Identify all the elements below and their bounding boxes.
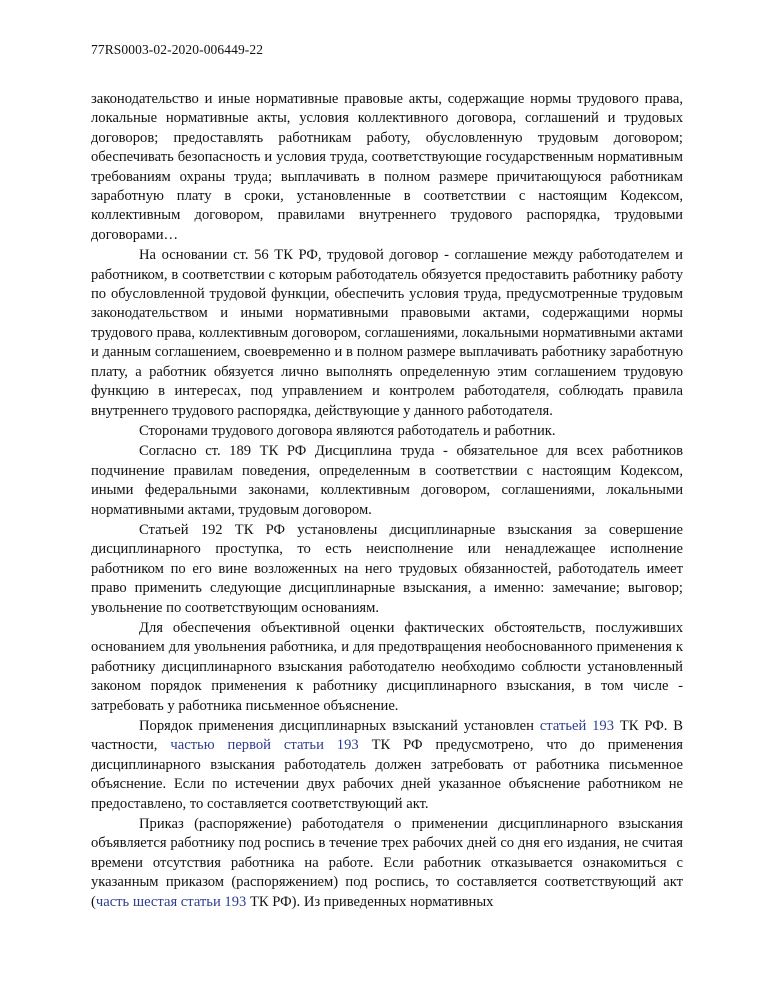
paragraph-5: Статьей 192 ТК РФ установлены дисциплинарные взыскания за совершение дисциплинарного проступка, то есть неисполнение или ненадлежащее исполнение работником по его вине возложенных на него трудовых обязанностей, работодатель имеет право применить следующие дисциплинарные взыскания, а именно: замечание; выговор; увольнение по соответствующим основаниям.	[91, 521, 683, 616]
article-193-link[interactable]: статьей 193	[539, 718, 615, 734]
paragraph-8-text-a: Приказ (распоряжение) работодателя о применении дисциплинарного взыскания объявляется работнику под роспись в течение трех рабочих дней со дня его издания, не считая времени отсутствия работника на работе. Если работник отказывается ознакомиться с указанным приказом (распоряжением) под роспись, то составляется соответствующий акт (	[91, 816, 683, 910]
paragraph-7-text-a: Порядок применения дисциплинарных взысканий установлен	[139, 718, 540, 734]
paragraph-7-text-b: ТК РФ. В частности,	[91, 718, 684, 754]
paragraph-4: Согласно ст. 189 ТК РФ Дисциплина труда - обязательное для всех работников подчинение правилам поведения, определенным в соответствии с настоящим Кодексом, иными федеральными законами, коллективным договором, соглашениями, локальными нормативными актами, трудовым договором.	[91, 443, 683, 518]
document-body	[91, 90, 683, 913]
paragraph-7	[91, 717, 683, 814]
paragraph-3: Сторонами трудового договора являются работодатель и работник.	[139, 422, 556, 439]
paragraph-7-text-c: ТК РФ предусмотрено, что до применения дисциплинарного взыскания работодатель должен затребовать от работника письменное объяснение. Если по истечении двух рабочих дней указанное объяснение работником не предоставлено, то составляется соответствующий акт.	[91, 737, 683, 812]
article-193-part-1-link[interactable]: частью первой статьи 193	[170, 737, 359, 754]
paragraph-6: Для обеспечения объективной оценки фактических обстоятельств, послуживших основанием для увольнения работника, и для предотвращения необоснованного применения к работнику дисциплинарного взыскания работодателю необходимо соблюсти установленный законом порядок применения к работнику дисциплинарного взыскания, в том числе - затребовать у работника письменное объяснение.	[91, 619, 683, 714]
paragraph-8-text-b: ТК РФ). Из приведенных нормативных	[246, 893, 494, 910]
paragraph-1: законодательство и иные нормативные правовые акты, содержащие нормы трудового права, локальные нормативные акты, условия коллективного договора, соглашений и трудовых договоров; предоставлять работникам работу, обусловленную трудовым договором; обеспечивать безопасность и условия труда, соответствующие государственным нормативным требованиям охраны труда; выплачивать в полном размере причитающуюся работникам заработную плату в сроки, установленные в соответствии с настоящим Кодексом, коллективным договором, правилами внутреннего трудового распорядка, трудовыми договорами…	[91, 91, 683, 243]
paragraph-8	[91, 815, 683, 912]
article-193-part-6-link[interactable]: часть шестая статьи 193	[95, 893, 247, 910]
paragraph-2: На основании ст. 56 ТК РФ, трудовой договор - соглашение между работодателем и работником, в соответствии с которым работодатель обязуется предоставить работнику работу по обусловленной трудовой функции, обеспечить условия труда, предусмотренные трудовым законодательством и иными нормативными правовыми актами, содержащими нормы трудового права, коллективным договором, соглашениями, локальными нормативными актами и данным соглашением, своевременно и в полном размере выплачивать работнику заработную плату, а работник обязуется лично выполнять определенную этим соглашением трудовую функцию в интересах, под управлением и контролем работодателя, соблюдать правила внутреннего трудового распорядка, действующие у данного работодателя.	[91, 247, 683, 419]
case-number: 77RS0003-02-2020-006449-22	[91, 42, 264, 57]
